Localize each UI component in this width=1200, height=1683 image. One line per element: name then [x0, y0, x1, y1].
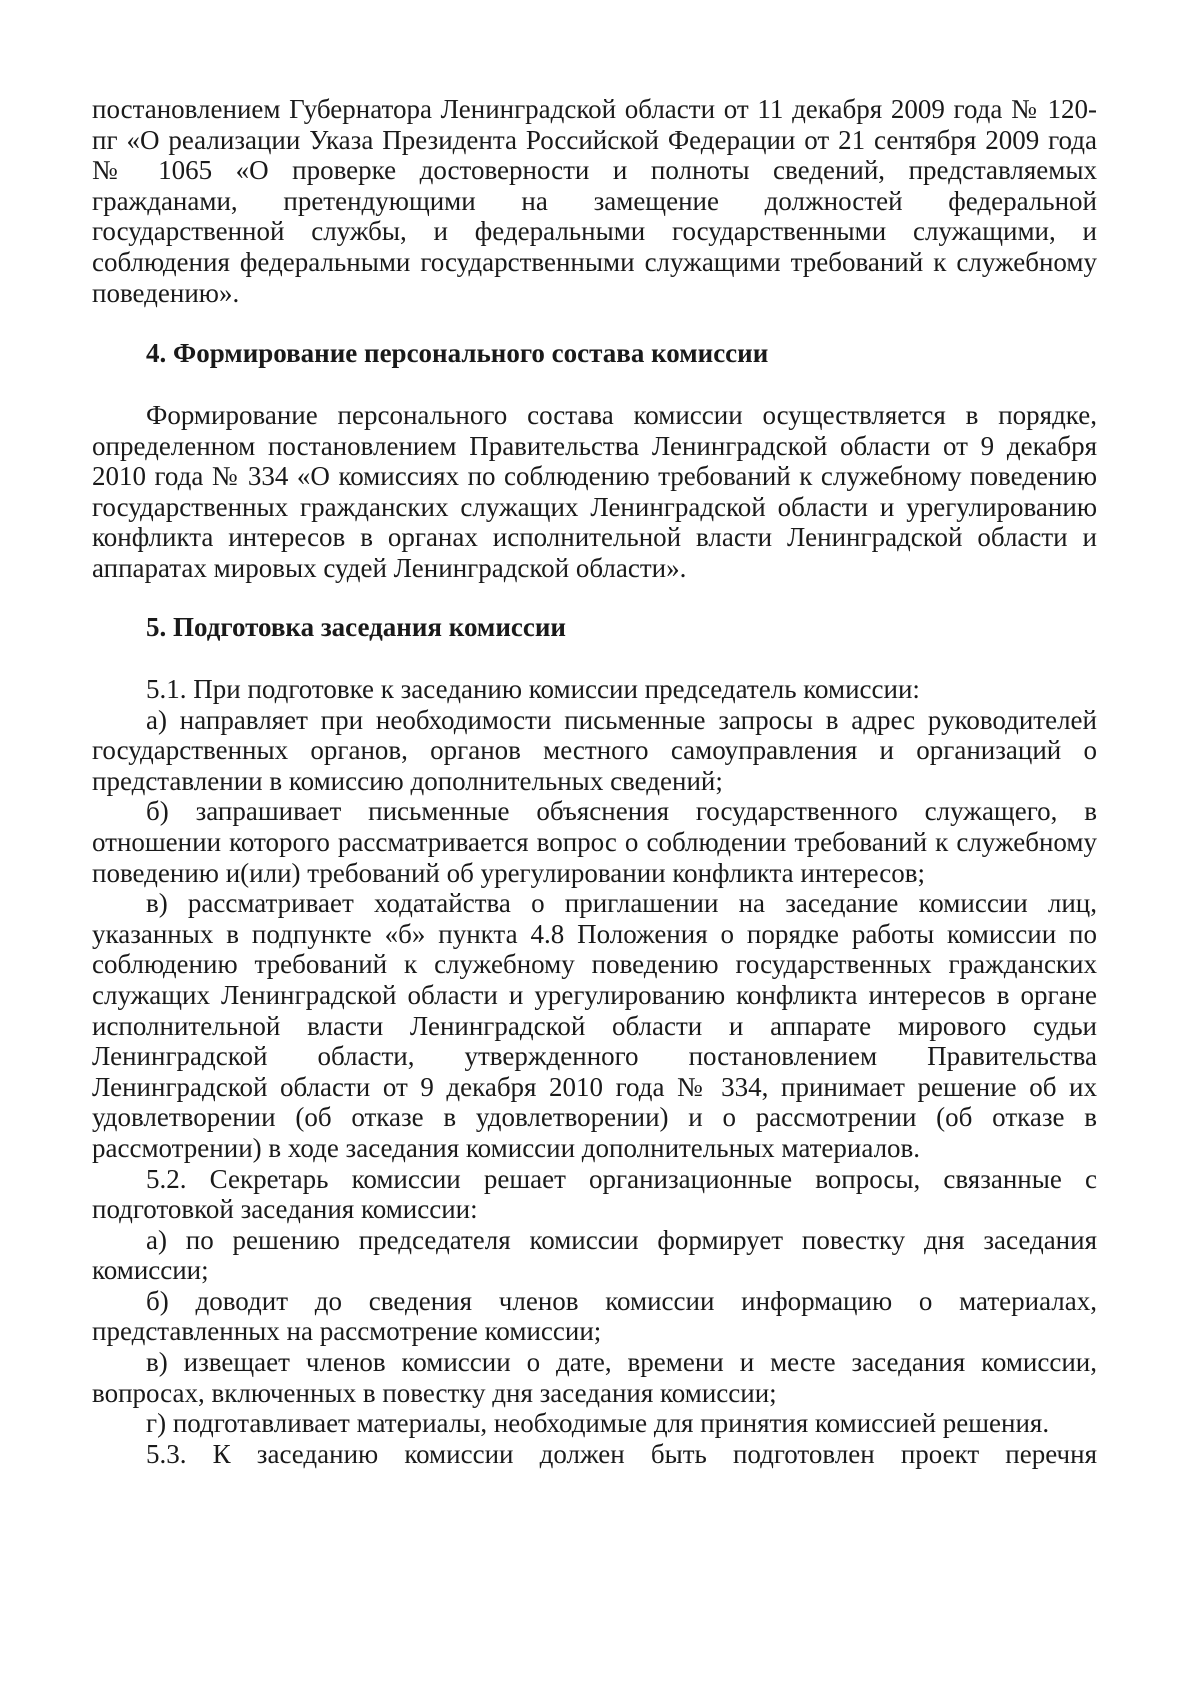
section-5	[92, 612, 1097, 643]
section-4	[92, 338, 1097, 369]
clause-5-1-v: в) рассматривает ходатайства о приглашении на заседание комиссии лиц, указанных в подпункте «б» пункта 4.8 Положения о порядке работы комиссии по соблюдению требований к служебному поведению государственных гражданских служащих Ленинградской области и урегулированию конфликта интересов в органе исполнительной власти Ленинградской области и аппарате мирового судьи Ленинградской области, утвержденного постановлением Правительства Ленинградской области от 9 декабря 2010 года № 334, принимает решение об их удовлетворении (об отказе в удовлетворении) и о рассмотрении (об отказе в рассмотрении) в ходе заседания комиссии дополнительных материалов.	[92, 888, 1097, 1163]
clause-5-1: 5.1. При подготовке к заседанию комиссии председатель комиссии:	[146, 674, 920, 704]
clause-5-3: 5.3. К заседанию комиссии должен быть подготовлен проект перечня	[146, 1438, 1097, 1469]
clause-5-1-a: а) направляет при необходимости письменные запросы в адрес руководителей государственных органов, органов местного самоуправления и организаций о представлении в комиссию дополнительных сведений;	[92, 704, 1097, 796]
section-4-heading: 4. Формирование персонального состава комиссии	[146, 338, 769, 368]
clause-5-2-g: г) подготавливает материалы, необходимые для принятия комиссией решения.	[146, 1408, 1050, 1439]
clause-5-2-a: а) по решению председателя комиссии формирует повестку дня заседания комиссии;	[92, 1224, 1097, 1286]
clause-5-2-v: в) извещает членов комиссии о дате, времени и месте заседания комиссии, вопросах, включенных в повестку дня заседания комиссии;	[92, 1347, 1097, 1408]
section-5-body	[92, 674, 1097, 1469]
clause-5-1-b: б) запрашивает письменные объяснения государственного служащего, в отношении которого рассматривается вопрос о соблюдении требований к служебному поведению и(или) требований об урегулировании конфликта интересов;	[92, 796, 1097, 888]
section-4-paragraph: Формирование персонального состава комиссии осуществляется в порядке, определенном постановлением Правительства Ленинградской области от 9 декабря 2010 года № 334 «О комиссиях по соблюдению требований к служебному поведению государственных гражданских служащих Ленинградской области и урегулированию конфликта интересов в органах исполнительной власти Ленинградской области и аппаратах мировых судей Ленинградской области».	[92, 400, 1097, 583]
section-5-heading: 5. Подготовка заседания комиссии	[146, 612, 566, 642]
section-4-body	[92, 400, 1097, 584]
clause-5-2: 5.2. Секретарь комиссии решает организационные вопросы, связанные с подготовкой заседания комиссии:	[92, 1163, 1097, 1225]
intro-paragraph: постановлением Губернатора Ленинградской области от 11 декабря 2009 года № 120-пг «О реализации Указа Президента Российской Федерации от 21 сентября 2009 года № 1065 «О проверке достоверности и полноты сведений, представляемых гражданами, претендующими на замещение должностей федеральной государственной службы, и федеральными государственными служащими, и соблюдения федеральными государственными служащими требований к служебному поведению».	[92, 94, 1097, 308]
intro-section	[92, 94, 1097, 308]
clause-5-2-b: б) доводит до сведения членов комиссии информацию о материалах, представленных на рассмотрение комиссии;	[92, 1285, 1097, 1347]
